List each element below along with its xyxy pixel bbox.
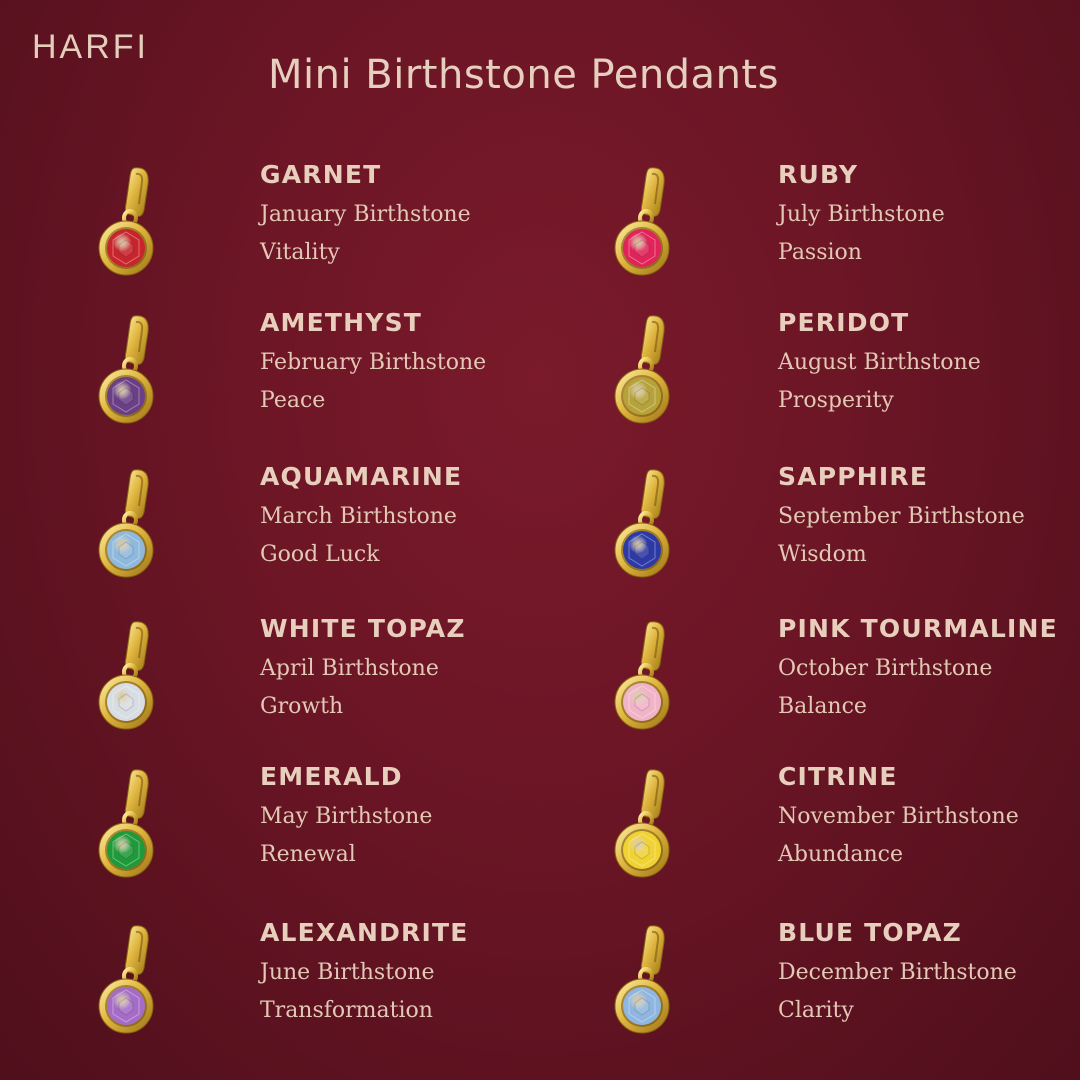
brand-logo: HARFI: [32, 28, 149, 66]
stone-name: WHITE TOPAZ: [260, 614, 466, 643]
stone-meaning: Growth: [260, 694, 344, 719]
round-pink-gem-pendant-icon: [604, 614, 684, 734]
stone-month: June Birthstone: [260, 960, 435, 985]
round-skyblue-gem-pendant-icon: [604, 918, 684, 1038]
round-blue-gem-pendant-icon: [604, 462, 684, 582]
stone-meaning: Transformation: [260, 998, 433, 1023]
stone-meaning: Vitality: [260, 240, 340, 265]
stone-name: AMETHYST: [260, 308, 423, 337]
stone-meaning: Wisdom: [778, 542, 867, 567]
stone-month: December Birthstone: [778, 960, 1017, 985]
stone-meaning: Peace: [260, 388, 326, 413]
stone-name: PERIDOT: [778, 308, 910, 337]
stone-name: EMERALD: [260, 762, 403, 791]
round-lightblue-gem-pendant-icon: [88, 462, 168, 582]
stone-month: February Birthstone: [260, 350, 487, 375]
stone-meaning: Good Luck: [260, 542, 380, 567]
round-green-gem-pendant-icon: [88, 762, 168, 882]
round-violet-gem-pendant-icon: [88, 918, 168, 1038]
stone-month: November Birthstone: [778, 804, 1019, 829]
stone-month: April Birthstone: [260, 656, 439, 681]
stone-month: September Birthstone: [778, 504, 1025, 529]
round-red-gem-pendant-icon: [88, 160, 168, 280]
stone-month: March Birthstone: [260, 504, 457, 529]
stone-name: RUBY: [778, 160, 859, 189]
stone-name: BLUE TOPAZ: [778, 918, 962, 947]
round-olive-gem-pendant-icon: [604, 308, 684, 428]
stone-meaning: Balance: [778, 694, 867, 719]
stone-month: January Birthstone: [260, 202, 471, 227]
stone-name: PINK TOURMALINE: [778, 614, 1058, 643]
stone-name: ALEXANDRITE: [260, 918, 469, 947]
stone-meaning: Clarity: [778, 998, 854, 1023]
stone-meaning: Abundance: [778, 842, 904, 867]
stone-month: May Birthstone: [260, 804, 433, 829]
stone-name: CITRINE: [778, 762, 898, 791]
round-yellow-gem-pendant-icon: [604, 762, 684, 882]
stone-month: August Birthstone: [778, 350, 981, 375]
stone-name: AQUAMARINE: [260, 462, 463, 491]
stone-name: SAPPHIRE: [778, 462, 929, 491]
stone-meaning: Prosperity: [778, 388, 894, 413]
stone-meaning: Passion: [778, 240, 862, 265]
round-white-gem-pendant-icon: [88, 614, 168, 734]
round-ruby-gem-pendant-icon: [604, 160, 684, 280]
stone-month: July Birthstone: [778, 202, 945, 227]
page-title: Mini Birthstone Pendants: [268, 52, 779, 98]
round-purple-gem-pendant-icon: [88, 308, 168, 428]
stone-meaning: Renewal: [260, 842, 356, 867]
stone-name: GARNET: [260, 160, 382, 189]
stone-month: October Birthstone: [778, 656, 993, 681]
